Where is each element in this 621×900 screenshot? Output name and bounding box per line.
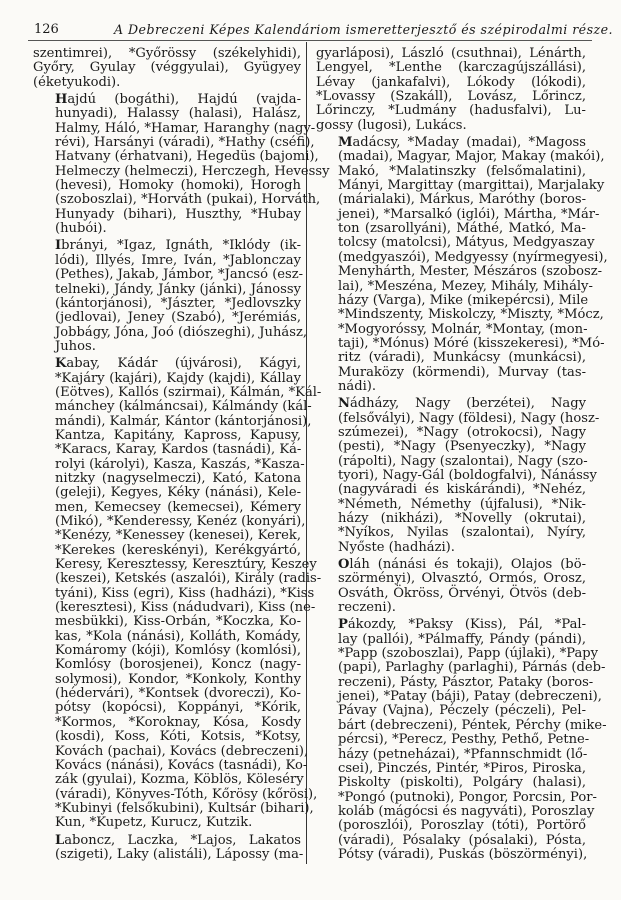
section-initial: M	[338, 135, 353, 151]
text-line	[316, 426, 586, 440]
line-text: tyori), Nagy-Gál (boldogfalvi), Nánássy	[338, 467, 597, 483]
text-line	[33, 208, 301, 222]
text-line	[33, 834, 301, 848]
text-line	[33, 786, 318, 802]
paragraph	[316, 617, 607, 862]
line-text: (éketyukodi).	[33, 74, 121, 90]
line-text: Kovách (pachai), Kovács (debreczeni),	[55, 743, 309, 759]
line-text: (kántorjánosi), *Jászter, *Jedlovszky	[55, 295, 301, 311]
line-text: (felsővályi), Nagy (földesi), Nagy (hosz-	[338, 410, 600, 426]
line-text: koláb (mágócsi és nagyváti), Poroszlay	[338, 803, 595, 819]
text-line	[33, 311, 301, 325]
line-text: telneki), Jándy, Jánky (jánki), Jánossy	[55, 281, 301, 297]
text-line	[33, 630, 301, 644]
line-text: Keresy, Keresztessy, Keresztúry, Keszey	[55, 557, 317, 573]
line-text: (szoboszlai), *Horváth (pukai), Horváth,	[55, 192, 321, 208]
line-text: (Mikó), *Kenderessy, Kenéz (konyári),	[55, 514, 306, 529]
line-text: láh (nánási és tokaji), Olajos (bö-	[349, 557, 586, 573]
section-initial: I	[55, 238, 62, 254]
line-text: *Kajáry (kajári), Kajdy (kajdi), Kállay	[55, 370, 301, 386]
line-text: Piskolty (piskolti), Polgáry (halasi),	[338, 775, 586, 791]
line-text: szúmezei), *Nagy (otrokocsi), Nagy	[338, 424, 586, 440]
line-text: Makó, *Malatinszky (felsőmalatini),	[338, 163, 586, 179]
line-text: (váradi), Pósalaky (pósalaki), Pósta,	[338, 832, 586, 848]
text-line	[33, 456, 305, 472]
line-text: Kun, *Kupetz, Kurucz, Kutzik.	[55, 815, 253, 831]
line-text: *Kerekes (kereskényi), Kerékgyártó,	[55, 542, 301, 558]
right-column	[316, 46, 608, 862]
text-line	[33, 357, 301, 371]
paragraph	[33, 356, 322, 831]
text-line	[316, 222, 586, 236]
text-line	[316, 646, 599, 662]
text-line	[316, 789, 597, 805]
line-text: ajdú (bogáthi), Hajdú (vajda-	[67, 92, 301, 108]
text-line	[33, 757, 308, 773]
line-text: Pávay (Vajna), Péczely (péczeli), Pel-	[338, 703, 586, 719]
line-text: (szigeti), Laky (alistáli), Lápossy (ma-	[55, 846, 304, 862]
text-line	[33, 600, 316, 616]
text-line	[33, 501, 301, 515]
line-text: adácsy, *Maday (madai), *Magoss	[352, 135, 586, 151]
text-line	[316, 193, 586, 207]
line-text: aboncz, Laczka, *Lajos, Lakatos	[64, 832, 301, 848]
text-line	[33, 701, 301, 715]
text-line	[33, 472, 301, 486]
line-text: pótsy (kopócsi), Koppányi, *Kórik,	[55, 700, 301, 716]
text-line	[33, 283, 301, 297]
text-line	[316, 178, 605, 194]
line-text: (hédervári), *Kontsek (dvoreczi), Ko-	[55, 686, 301, 702]
line-text: taji), *Mónus) Móré (kisszekeresi), *Mó-	[338, 335, 605, 351]
text-line	[33, 179, 301, 193]
text-line	[33, 544, 301, 558]
text-line	[316, 351, 586, 365]
line-text: gyarláposi), László (csuthnai), Lénárth,	[316, 46, 586, 61]
line-text: hunyadi), Halassy (halasi), Halász,	[55, 106, 301, 122]
paragraph	[316, 47, 586, 133]
line-text: (keresztesi), Kiss (nádudvari), Kiss (ne-	[55, 600, 316, 616]
line-text: *Mogyoróssy, Molnár, *Montay, (mon-	[338, 321, 588, 337]
line-text: (pesti), *Nagy (Psenyeczky), *Nagy	[338, 439, 586, 455]
paragraph	[316, 558, 586, 615]
line-text: házy (nikházi), *Novelly (okrutai),	[338, 511, 586, 526]
text-line	[33, 816, 301, 830]
line-text: brányi, *Igaz, Ignáth, *Iklódy (ik-	[61, 238, 301, 254]
text-line	[316, 323, 586, 337]
text-line	[316, 483, 586, 497]
line-text: Lévay (jankafalvi), Lókody (lókodi),	[316, 74, 586, 90]
line-text: (hevesi), Homoky (homoki), Horogh	[55, 178, 301, 194]
text-line	[33, 239, 301, 253]
line-text: pércsi), *Perecz, Pesthy, Pethő, Petne-	[338, 732, 590, 748]
text-line	[316, 76, 586, 90]
text-line	[33, 486, 301, 500]
text-line	[316, 633, 586, 647]
text-line	[33, 585, 315, 601]
text-line	[33, 76, 301, 90]
line-text: tolcsy (matolcsi), Mátyus, Medgyaszay	[338, 235, 595, 251]
line-text: (Pethes), Jakab, Jámbor, *Jancsó (esz-	[55, 267, 304, 283]
line-text: szörményi), Olvasztó, Ormós, Orosz,	[338, 571, 586, 587]
text-line	[33, 644, 301, 658]
text-line	[316, 717, 607, 733]
line-text: Győry, Gyulay (véggyulai), Gyügyey	[33, 60, 301, 76]
text-line	[33, 673, 301, 687]
line-text: men, Kemecsey (kemecsei), Kémery	[55, 499, 301, 515]
text-line	[33, 429, 301, 443]
text-line	[316, 674, 594, 690]
text-line	[316, 512, 586, 526]
line-text: *Papp (szoboszlai), Papp (újlaki), *Papy	[338, 646, 599, 662]
header-rule	[28, 40, 592, 41]
line-text: Lőrinczy, *Ludmány (hadusfalvi), Lu-	[316, 103, 586, 119]
text-line	[316, 834, 586, 848]
line-text: (márialaki), Márkus, Maróthy (boros-	[338, 192, 586, 208]
line-text: mesbükki), Kiss-Orbán, *Koczka, Ko-	[55, 614, 301, 630]
section-initial: O	[338, 557, 350, 573]
line-text: Kovács (nánási), Kovács (tasnádi), Ko-	[55, 757, 308, 773]
text-line	[316, 467, 597, 483]
text-line	[33, 800, 314, 816]
line-text: Mányi, Margittay (margittai), Marjalaky	[338, 178, 605, 194]
line-text: (nagyváradi és kiskárándi), *Nehéz,	[338, 482, 586, 498]
line-text: ákozdy, *Paksy (Kiss), Pál, *Pal-	[347, 617, 586, 633]
line-text: lai), *Meszéna, Mezey, Mihály, Mihály-	[338, 278, 593, 294]
section-initial: P	[338, 617, 348, 633]
text-line	[316, 278, 593, 294]
line-text: Pótsy (váradi), Puskás (böszörményi),	[338, 846, 588, 862]
text-line	[33, 135, 315, 151]
line-text: solymosi), Kondor, *Konkoly, Konthy	[55, 671, 301, 687]
line-text: jenei), *Patay (báji), Patay (debreczeni),	[338, 689, 602, 705]
line-text: (váradi), Könyves-Tóth, Kőrösy (kőrösi),	[55, 786, 318, 802]
line-text: jenei), *Marsalkó (iglói), Mártha, *Már-	[338, 206, 600, 222]
line-text: ritz (váradi), Munkácsy (munkácsi),	[338, 350, 586, 366]
line-text: lay (pallói), *Pálmaffy, Pándy (pándi),	[338, 631, 586, 647]
text-line	[33, 267, 304, 283]
paragraph	[33, 92, 330, 237]
line-text: Jobbágy, Jóna, Joó (diószeghi), Juhász,	[55, 324, 308, 340]
line-text: Osváth, Ökröss, Örvényi, Ötvös (deb-	[338, 585, 586, 601]
text-line	[33, 571, 322, 587]
text-line	[33, 192, 321, 208]
line-text: (madai), Magyar, Major, Makay (makói),	[338, 149, 605, 165]
text-line	[316, 601, 586, 615]
line-text: Nyőste (hadházi).	[338, 539, 455, 555]
page-number: 126	[34, 22, 59, 37]
line-text: Hatvany (érhatvani), Hegedüs (bajomi),	[55, 149, 319, 165]
paragraph	[33, 238, 308, 354]
text-line	[316, 307, 604, 323]
text-line	[316, 558, 586, 572]
line-text: Komáromy (kóji), Komlósy (komlósi),	[55, 643, 301, 659]
text-line	[33, 443, 301, 457]
line-text: (kosdi), Koss, Kóti, Kotsis, *Kotsy,	[55, 729, 301, 745]
line-text: Hunyady (bihari), Huszthy, *Hubay	[55, 206, 301, 222]
text-line	[316, 249, 608, 265]
paragraph	[316, 135, 608, 394]
text-line	[316, 264, 603, 280]
line-text: Helmeczy (helmeczi), Herczegh, Hevessy	[55, 163, 330, 179]
line-text: (rápolti), Nagy (szalontai), Nagy (szo-	[338, 453, 588, 469]
text-line	[33, 615, 301, 629]
line-text: (keszei), Ketskés (aszalói), Király (radis-	[55, 571, 322, 587]
line-text: *Karacs, Karay, Kardos (tasnádi), Ká-	[55, 442, 302, 458]
text-line	[33, 658, 301, 672]
line-text: ádházy, Nagy (berzétei), Nagy	[349, 396, 586, 412]
text-line	[316, 47, 586, 61]
text-line	[316, 732, 590, 748]
text-line	[316, 776, 586, 790]
text-line	[316, 292, 589, 308]
text-line	[33, 716, 301, 730]
line-text: *Kenézy, *Kenessey (kenesei), Kerek,	[55, 528, 301, 544]
line-text: *Pongó (putnoki), Pongor, Porcsin, Por-	[338, 789, 597, 805]
line-text: bárt (debreczeni), Péntek, Pérchy (mike-	[338, 717, 607, 733]
text-line	[316, 848, 586, 862]
line-text: nádi).	[338, 378, 377, 394]
text-line	[33, 772, 304, 788]
text-line	[33, 149, 319, 165]
running-title: A Debreczeni Képes Kalendáriom ismeretterjesztő és szépirodalmi része.	[114, 22, 613, 37]
line-text: tyáni), Kiss (egri), Kiss (hadházi), *Kiss	[55, 585, 315, 601]
text-line	[33, 529, 301, 543]
line-text: (jedlovai), Jeney (Szabó), *Jerémiás,	[55, 310, 301, 326]
line-text: zák (gyulai), Kozma, Köblös, Köleséry	[55, 772, 304, 788]
text-line	[33, 372, 301, 386]
text-line	[316, 90, 586, 104]
page-header	[28, 22, 613, 38]
text-line	[33, 514, 306, 529]
text-line	[33, 413, 312, 429]
text-line	[316, 61, 586, 75]
line-text: házy (petneházai), *Pfannschmidt (lő-	[338, 746, 588, 762]
text-line	[316, 704, 586, 718]
text-line	[33, 47, 301, 61]
text-line	[33, 107, 301, 121]
line-text: *Lovassy (Szakáll), Lovász, Lőrincz,	[316, 89, 586, 105]
text-line	[316, 689, 602, 705]
line-text: *Mindszenty, Miskolczy, *Miszty, *Mócz,	[338, 307, 604, 323]
text-line	[33, 61, 301, 75]
text-line	[316, 397, 586, 411]
text-line	[33, 557, 317, 573]
line-text: házy (Varga), Mike (mikepércsi), Mile	[338, 292, 589, 308]
text-line	[33, 743, 309, 759]
text-line	[316, 762, 586, 776]
text-line	[33, 324, 308, 340]
text-line	[316, 136, 586, 150]
text-line	[316, 803, 595, 819]
text-line	[33, 384, 322, 400]
text-line	[33, 687, 301, 701]
text-line	[33, 846, 304, 862]
line-text: reczeni).	[338, 600, 396, 616]
line-text: (poroszlói), Poroszlay (tóti), Portörő	[338, 818, 586, 834]
text-line	[316, 572, 586, 586]
line-text: (hubói).	[55, 221, 107, 237]
text-line	[316, 104, 586, 118]
text-line	[316, 206, 600, 222]
text-line	[316, 149, 605, 165]
text-line	[33, 254, 301, 268]
line-text: Komlósy (borosjenei), Koncz (nagy-	[55, 657, 301, 673]
text-line	[316, 541, 586, 555]
line-text: *Kormos, *Koroknay, Kósa, Kosdy	[55, 714, 301, 730]
line-text: mándi), Kalmár, Kántor (kántorjánosi),	[55, 413, 312, 429]
text-line	[316, 119, 586, 133]
line-text: nitzky (nagyselmeczi), Kató, Katona	[55, 470, 301, 486]
text-line	[316, 410, 600, 426]
paragraph	[316, 396, 600, 555]
line-text: (geleji), Kegyes, Kéky (nánási), Kele-	[55, 485, 301, 501]
left-column	[33, 46, 330, 862]
line-text: Juhos.	[55, 338, 96, 354]
paragraph	[33, 47, 301, 90]
text-line	[316, 498, 586, 512]
line-text: Kantza, Kapitány, Kapross, Kapusy,	[55, 427, 301, 443]
text-line	[316, 440, 586, 454]
line-text: lódi), Illyés, Imre, Iván, *Jablonczay	[55, 252, 301, 268]
line-text: Lengyel, *Lenthe (karczagújszállási),	[316, 60, 586, 76]
line-text: (Eötves), Kallós (szirmai), Kálmán, *Kál-	[55, 384, 322, 400]
text-line	[316, 526, 586, 540]
paragraph	[33, 832, 304, 863]
section-initial: H	[55, 92, 68, 108]
section-initial: K	[55, 356, 67, 372]
text-line	[316, 455, 586, 469]
line-text: Menyhárth, Mester, Mészáros (szobosz-	[338, 264, 603, 280]
line-text: reczeni), Pásty, Pásztor, Pataky (boros-	[338, 674, 594, 690]
text-line	[316, 587, 586, 601]
text-line	[33, 730, 301, 744]
text-line	[33, 163, 330, 179]
text-line	[33, 93, 301, 107]
line-text: gossy (lugosi), Lukács.	[316, 117, 467, 133]
section-initial: N	[338, 396, 350, 412]
text-line	[316, 380, 586, 394]
text-line	[316, 165, 586, 179]
line-text: ton (zsarollyáni), Máthé, Matkó, Ma-	[338, 221, 586, 237]
line-text: *Németh, Némethy (újfalusi), *Nik-	[338, 496, 586, 512]
line-text: rolyi (károlyi), Kasza, Kaszás, *Kasza-	[55, 456, 305, 472]
text-line	[33, 120, 316, 136]
text-line	[316, 235, 595, 251]
text-line	[33, 222, 301, 236]
text-line	[316, 366, 586, 380]
text-line	[316, 819, 586, 833]
line-text: abay, Kádár (újvárosi), Kágyi,	[66, 356, 301, 372]
line-text: mánchey (kálmáncsai), Kálmándy (kál-	[55, 399, 312, 415]
line-text: kas, *Kola (nánási), Kolláth, Komády,	[55, 628, 301, 644]
text-line	[316, 618, 586, 632]
text-line	[33, 340, 301, 354]
text-line	[33, 297, 301, 311]
line-text: *Nyíkos, Nyilas (szalontai), Nyíry,	[338, 525, 586, 541]
text-line	[316, 335, 605, 351]
line-text: Halmy, Háló, *Hamar, Haranghy (nagy-	[55, 120, 316, 136]
text-line	[33, 399, 312, 415]
text-line	[316, 748, 586, 762]
line-text: csei), Pinczés, Pintér, *Piros, Piroska,	[338, 760, 586, 776]
line-text: (medgyaszói), Medgyessy (nyírmegyesi),	[338, 249, 608, 265]
section-initial: L	[55, 832, 65, 848]
text-line	[316, 660, 606, 676]
line-text: szentimrei), *Győrössy (székelyhidi),	[33, 46, 301, 61]
line-text: (papi), Parlaghy (parlaghi), Párnás (deb-	[338, 660, 606, 676]
line-text: *Kubinyi (felsőkubini), Kultsár (bihari),	[55, 800, 314, 816]
line-text: Muraközy (körmendi), Murvay (tas-	[338, 364, 586, 380]
line-text: révi), Harsányi (váradi), *Hathy (cséfi),	[55, 135, 315, 151]
